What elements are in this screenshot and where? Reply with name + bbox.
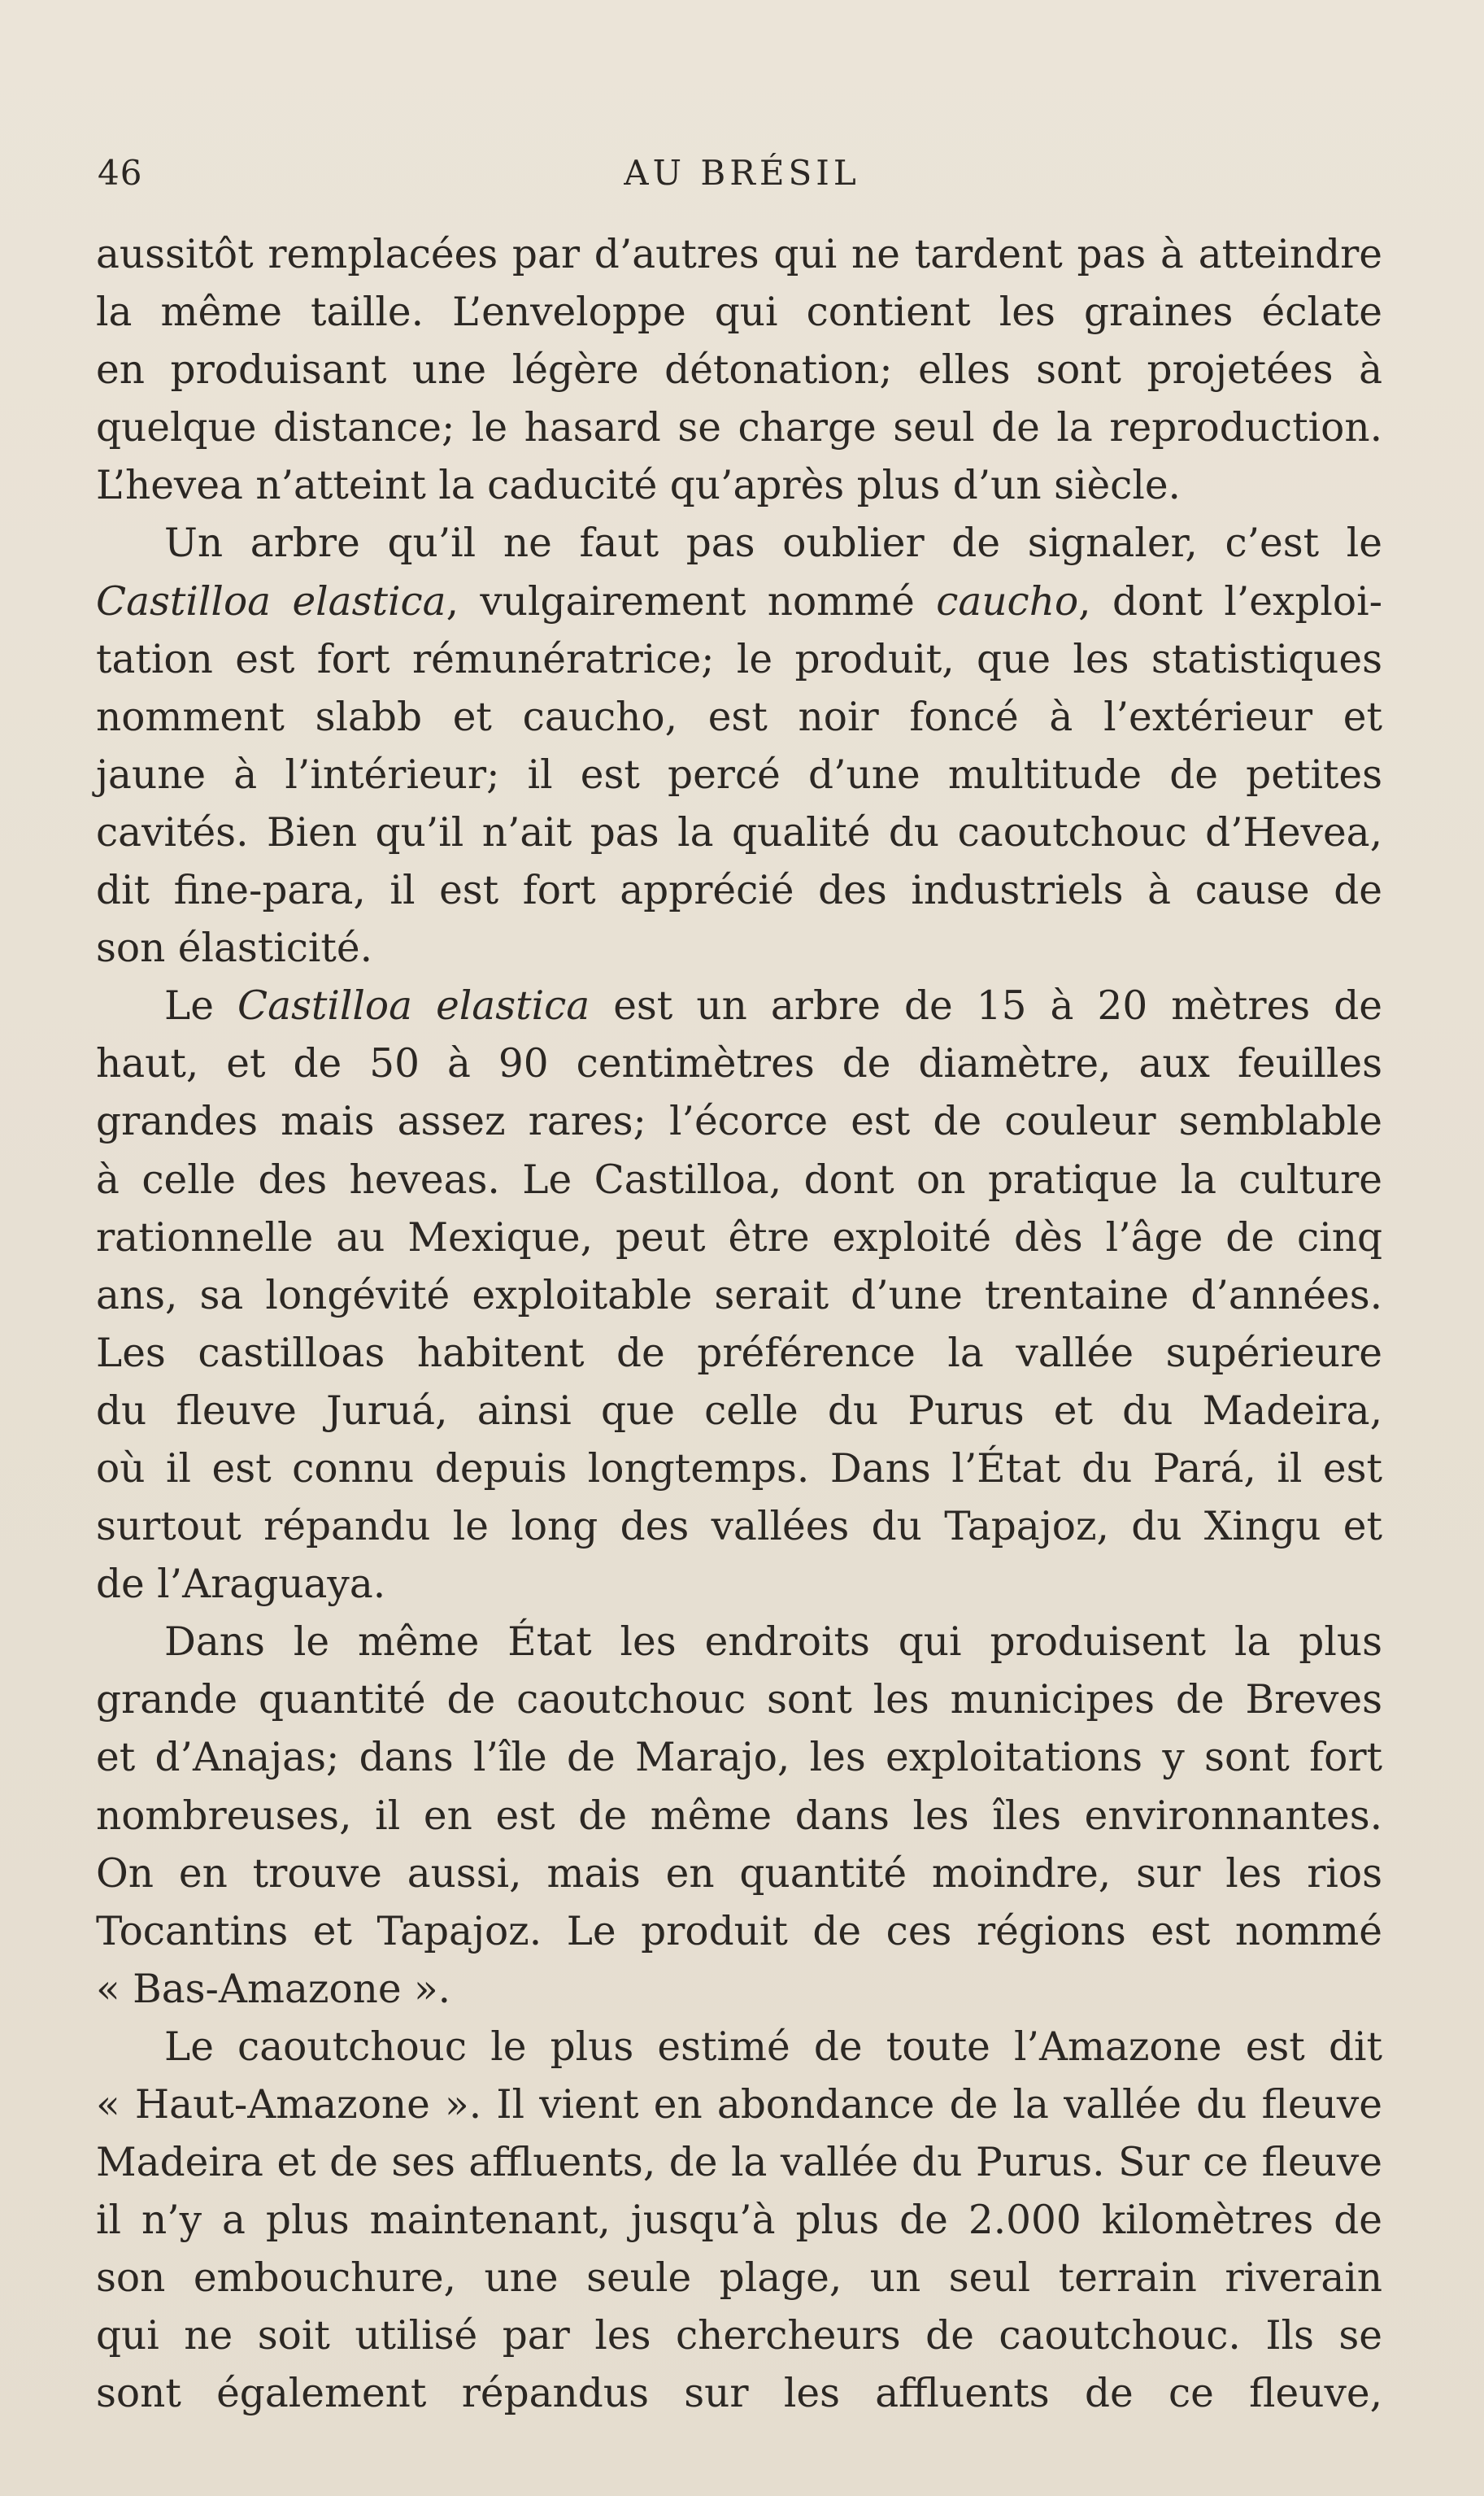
text-line: de l’Araguaya. [96,1562,386,1608]
text-line: et d’Anajas; dans l’île de Marajo, les exploitations y sont fort [96,1735,1382,1781]
page-number: 46 [98,153,143,193]
text-line: à celle des heveas. Le Castilloa, dont on pratique la culture [96,1157,1382,1203]
text-line: nomment slabb et caucho, est noir foncé à l’extérieur et [96,694,1382,740]
text-line: Le Castilloa elastica est un arbre de 15 à 20 mètres de [164,983,1382,1030]
text-line: qui ne soit utilisé par les chercheurs de caoutchouc. Ils se [96,2313,1382,2359]
text-line: il n’y a plus maintenant, jusqu’à plus de 2.000 kilomètres de [96,2198,1382,2244]
text-line: aussitôt remplacées par d’autres qui ne tardent pas à atteindre [96,232,1382,277]
text-line: dit fine-para, il est fort apprécié des industriels à cause de [96,868,1382,914]
running-title: AU BRÉSIL [624,153,860,193]
text-line: rationnelle au Mexique, peut être exploité dès l’âge de cinq [96,1214,1382,1261]
text-line: sont également répandus sur les affluents de ce fleuve, [96,2371,1382,2417]
text-line: On en trouve aussi, mais en quantité moindre, sur les rios [96,1850,1382,1897]
text-line: Un arbre qu’il ne faut pas oublier de signaler, c’est le [164,521,1382,567]
running-head [98,153,1386,194]
text-line: jaune à l’intérieur; il est percé d’une multitude de petites [96,751,1382,798]
text-line: Tocantins et Tapajoz. Le produit de ces régions est nommé [96,1908,1382,1954]
text-line: son élasticité. [96,926,373,972]
text-line: ans, sa longévité exploitable serait d’une trentaine d’années. [96,1272,1382,1318]
text-line: grande quantité de caoutchouc sont les municipes de Breves [96,1677,1382,1723]
text-line: cavités. Bien qu’il n’ait pas la qualité du caoutchouc d’Hevea, [96,809,1382,856]
text-line: Les castilloas habitent de préférence la vallée supérieure [96,1330,1382,1376]
text-line: Castilloa elastica, vulgairement nommé caucho, dont l’exploi- [96,578,1382,625]
text-line: la même taille. L’enveloppe qui contient les graines éclate [96,290,1382,336]
text-line: L’hevea n’atteint la caducité qu’après plus d’un siècle. [96,463,1181,509]
text-line: grandes mais assez rares; l’écorce est de couleur semblable [96,1099,1382,1145]
text-line: Dans le même État les endroits qui produisent la plus [164,1619,1382,1666]
text-line: en produisant une légère détonation; elles sont projetées à [96,347,1382,394]
text-line: Le caoutchouc le plus estimé de toute l’Amazone est dit [164,2023,1382,2070]
text-line: haut, et de 50 à 90 centimètres de diamètre, aux feuilles [96,1041,1382,1087]
text-line: « Haut-Amazone ». Il vient en abondance de la vallée du fleuve [96,2082,1382,2128]
body-text [96,226,1382,2424]
text-line: « Bas-Amazone ». [96,1966,451,2012]
text-line: du fleuve Juruá, ainsi que celle du Purus et du Madeira, [96,1387,1382,1434]
text-line: tation est fort rémunératrice; le produit, que les statistiques [96,636,1382,682]
text-line: nombreuses, il en est de même dans les îles environnantes. [96,1793,1382,1839]
text-line: où il est connu depuis longtemps. Dans l’État du Pará, il est [96,1445,1382,1492]
text-line: quelque distance; le hasard se charge seul de la reproduction. [96,405,1382,451]
text-line: son embouchure, une seule plage, un seul terrain riverain [96,2255,1382,2302]
text-line: surtout répandu le long des vallées du Tapajoz, du Xingu et [96,1504,1382,1550]
text-line: Madeira et de ses affluents, de la vallée du Purus. Sur ce fleuve [96,2140,1382,2186]
